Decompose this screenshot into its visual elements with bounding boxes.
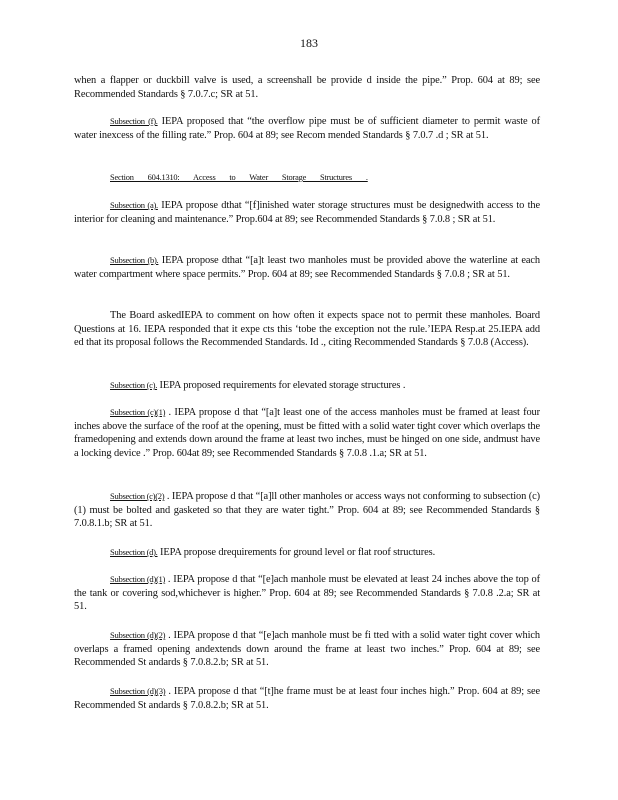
paragraph [74, 254, 540, 281]
paragraph-text: . IEPA propose d that “[a]t least one of the access manholes must be framed at least four inches above the surface of the roof at the opening, must be fitted with a solid water tight cover which overlaps the framedopening and extends down around the frame at least two inches, must be hinged on one side, andmust have a locking device .” Prop. 604at 89; see Recommended Standards § 7.0.8 .1.a; SR at 51. [74, 407, 540, 459]
paragraph [74, 573, 540, 614]
subsection-label: Subsection (c)(1) [110, 407, 166, 417]
subsection-label: Subsection (d)(2) [110, 630, 166, 640]
paragraph [74, 379, 540, 393]
paragraph-text: . IEPA propose d that “[a]ll other manholes or access ways not conforming to subsection (c)(1) must be bolted and gasketed so that they are water tight.” Prop. 604 at 89; see Recommended Standards § 7.0.8.1.b; SR at 51. [74, 491, 540, 530]
section-heading: Section 604.1310: Access to Water Storage Structures . [110, 173, 368, 182]
paragraph [74, 685, 540, 712]
paragraph-text: . IEPA propose d that “[e]ach manhole must be fi tted with a solid water tight cover which overlaps a framed opening andextends down around the frame at least two inches.” Prop. 604 at 89; see Recommended St andards § 7.0.8.2.b; SR at 51. [74, 630, 540, 669]
page-number: 183 [300, 36, 318, 50]
paragraph [74, 199, 540, 226]
paragraph-text: IEPA proposed that “the overflow pipe must be of sufficient diameter to permit waste of water inexcess of the filling rate.” Prop. 604 at 89; see Recom mended Standards § 7.0.7 .d ; SR at 51. [74, 116, 540, 141]
subsection-label: Subsection (d)(3) [110, 686, 166, 696]
paragraph-text: . IEPA propose d that “[e]ach manhole must be elevated at least 24 inches above the top of the tank or covering sod,whichever is higher.” Prop. 604 at 89; see Recommended Standards § 7.0.8 .2.a; SR at 51. [74, 574, 541, 613]
subsection-label: Subsection (a). [110, 200, 158, 210]
paragraph-text: . IEPA propose d that “[t]he frame must be at least four inches high.” Prop. 604 at 89; see Recommended St andards § 7.0.8.2.b; SR at 51. [74, 686, 541, 711]
subsection-label: Subsection (c). [110, 380, 158, 390]
paragraph [74, 309, 540, 350]
subsection-label: Subsection (d)(1) [110, 574, 166, 584]
paragraph-text: IEPA propose dthat “[a]t least two manholes must be provided above the waterline at each water compartment where space permits.” Prop. 604 at 89; see Recommended Standards § 7.0.8 ; SR at 51. [74, 255, 540, 280]
subsection-label: Subsection (d). [110, 547, 158, 557]
paragraph [74, 115, 540, 142]
paragraph [74, 546, 540, 560]
paragraph-text: IEPA propose drequirements for ground level or flat roof structures. [157, 547, 436, 558]
subsection-label: Subsection (f). [110, 116, 158, 126]
paragraph-text: The Board askedIEPA to comment on how often it expects space not to permit these manholes. Board Questions at 16. IEPA responded that it expe cts this ‘tobe the exception not the rule.’IEPA Resp.at 25.IEPA add ed that its proposal follows the Recommended Standards. Id ., citing Recommended Standards § 7.0.8 (Access). [74, 310, 540, 349]
paragraph [74, 629, 540, 670]
paragraph-text: IEPA propose dthat “[f]inished water storage structures must be designedwith access to the interior for cleaning and maintenance.” Prop.604 at 89; see Recommended Standards § 7.0.8 ; SR at 51. [74, 200, 540, 225]
subsection-label: Subsection (c)(2) [110, 491, 165, 501]
paragraph [74, 490, 540, 531]
paragraph-text: when a flapper or duckbill valve is used, a screenshall be provide d inside the pipe.” Prop. 604 at 89; see Recommended Standards § 7.0.7.c; SR at 51. [74, 75, 540, 100]
paragraph-text: IEPA proposed requirements for elevated storage structures . [157, 380, 406, 391]
paragraph [74, 74, 540, 101]
subsection-label: Subsection (b). [110, 255, 159, 265]
paragraph [74, 406, 540, 460]
